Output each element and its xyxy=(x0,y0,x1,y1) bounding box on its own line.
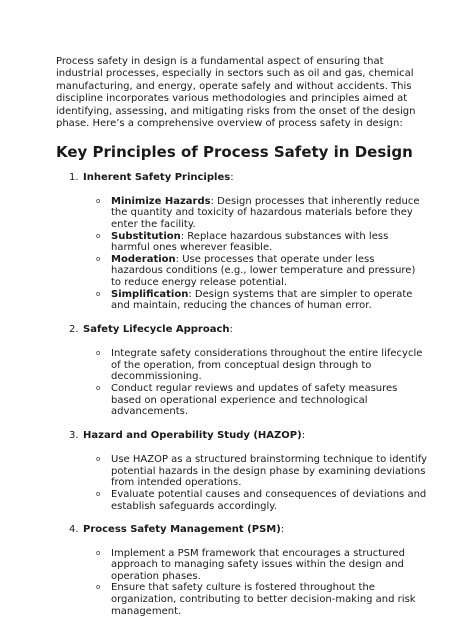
principle-items xyxy=(56,196,428,312)
item-term: Substitution xyxy=(111,230,181,242)
list-item xyxy=(56,196,428,231)
principle-title: Safety Lifecycle Approach xyxy=(83,323,230,335)
bullet-icon: o xyxy=(96,231,101,240)
principle-items xyxy=(56,348,428,418)
bullet-icon: o xyxy=(96,349,101,358)
principle-title-line xyxy=(83,324,428,336)
item-text: : Replace hazardous substances with less harmful ones wherever feasible. xyxy=(111,230,389,254)
list-item xyxy=(56,231,428,254)
item-text: Integrate safety considerations throughout the entire lifecycle of the operation, from conceptual design through to decommissioning. xyxy=(111,348,423,383)
principle-items xyxy=(56,454,428,512)
principle-title-line xyxy=(83,430,428,442)
bullet-icon: o xyxy=(96,455,101,464)
bullet-icon: o xyxy=(96,383,101,392)
principles-list xyxy=(56,172,428,617)
bullet-icon: o xyxy=(96,583,101,592)
principle-1 xyxy=(56,172,428,311)
list-item xyxy=(56,383,428,418)
principle-title-suffix: : xyxy=(230,172,234,184)
list-item xyxy=(56,289,428,312)
section-heading: Key Principles of Process Safety in Design xyxy=(56,143,413,162)
bullet-icon: o xyxy=(96,548,101,557)
item-text: : Use processes that operate under less hazardous conditions (e.g., lower temperature and pressure) to reduce energy release potential. xyxy=(111,253,416,288)
list-item xyxy=(56,348,428,383)
principle-title: Process Safety Management (PSM) xyxy=(83,524,281,536)
bullet-icon: o xyxy=(96,289,101,298)
item-text: Ensure that safety culture is fostered throughout the organization, contributing to better decision-making and risk management. xyxy=(111,582,416,617)
item-text: Use HAZOP as a structured brainstorming technique to identify potential hazards in the design phase by examining deviations from intended operations. xyxy=(111,454,427,489)
item-term: Moderation xyxy=(111,253,176,265)
item-text: : Design systems that are simpler to operate and maintain, reducing the chances of human error. xyxy=(111,288,413,312)
list-item xyxy=(56,254,428,289)
principle-number: 4. xyxy=(69,524,79,536)
principle-items xyxy=(56,548,428,618)
principle-3 xyxy=(56,430,428,512)
principle-number: 2. xyxy=(69,323,79,335)
item-term: Minimize Hazards xyxy=(111,195,211,207)
item-text: Implement a PSM framework that encourages a structured approach to managing safety issues within the design and operation phases. xyxy=(111,547,405,582)
item-term: Simplification xyxy=(111,288,189,300)
principle-4 xyxy=(56,524,428,617)
principle-title-suffix: : xyxy=(229,323,233,335)
item-text: Evaluate potential causes and consequences of deviations and establish safeguards accordingly. xyxy=(111,488,427,512)
list-item xyxy=(56,548,428,583)
principle-title: Hazard and Operability Study (HAZOP) xyxy=(83,429,302,441)
bullet-icon: o xyxy=(96,489,101,498)
document-page xyxy=(56,56,428,617)
principle-title: Inherent Safety Principles xyxy=(83,172,231,184)
principle-title-suffix: : xyxy=(301,429,306,441)
principle-number: 1. xyxy=(69,172,79,184)
item-text: Conduct regular reviews and updates of safety measures based on operational experience and technological advancements. xyxy=(111,382,398,418)
list-item xyxy=(56,582,428,617)
bullet-icon: o xyxy=(96,196,101,205)
principle-title-suffix: : xyxy=(280,524,285,536)
principle-2 xyxy=(56,324,428,418)
principle-number: 3. xyxy=(69,429,79,441)
principle-title-line xyxy=(83,172,428,184)
principle-title-line xyxy=(83,524,428,536)
list-item xyxy=(56,489,428,512)
list-item xyxy=(56,454,428,489)
intro-paragraph: Process safety in design is a fundamental aspect of ensuring that industrial processes, especially in sectors such as oil and gas, chemical manufacturing, and energy, operate safely and without accidents. This discipline incorporates various methodologies and principles aimed at identifying, assessing, and mitigating risks from the onset of the design phase. Here’s a comprehensive overview of process safety in design: xyxy=(56,56,416,130)
bullet-icon: o xyxy=(96,254,101,263)
item-text: : Design processes that inherently reduce the quantity and toxicity of hazardous materials before they enter the facility. xyxy=(111,195,420,231)
